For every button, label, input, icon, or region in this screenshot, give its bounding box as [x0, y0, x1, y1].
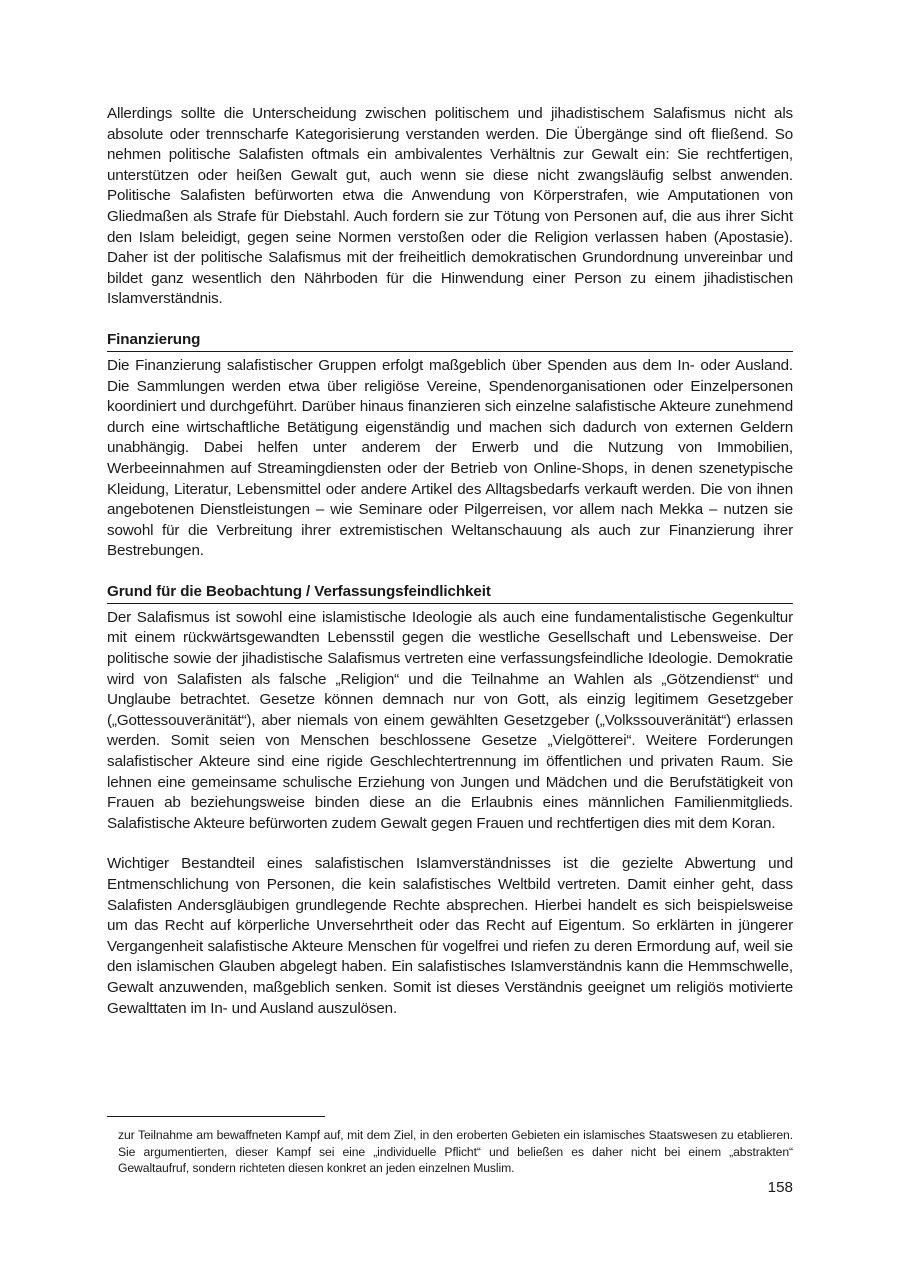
- spacer: [107, 310, 793, 330]
- observation-paragraph-1: Der Salafismus ist sowohl eine islamistische Ideologie als auch eine fundamentalistische Gegenkultur mit einem rückwärtsgewandten Lebensstil gegen die westliche Gesellschaft und Lebensweise. Der politische sowie der jihadistische Salafismus vertreten eine verfassungsfeindliche Ideologie. Demokratie wird von Salafisten als falsche „Religion“ und die Teilnahme an Wahlen als „Götzendienst“ und Unglaube betrachtet. Gesetze können demnach nur von Gott, als einzig legitimem Gesetzgeber („Gottessouveränität“), aber niemals von einem gewählten Gesetzgeber („Volkssouveränität“) erlassen werden. Somit seien von Menschen beschlossene Gesetze „Vielgötterei“. Weitere Forderungen salafistischer Akteure sind eine rigide Geschlechtertrennung im öffentlichen und privaten Raum. Sie lehnen eine gemeinsame schulische Erziehung von Jungen und Mädchen und die Berufstätigkeit von Frauen ab beziehungsweise binden diese an die Erlaubnis eines männlichen Familienmitglieds. Salafistische Akteure befürworten zudem Gewalt gegen Frauen und rechtfertigen dies mit dem Koran.: [107, 608, 793, 832]
- section-heading-observation-reason: Grund für die Beobachtung / Verfassungsfeindlichkeit: [107, 582, 793, 604]
- financing-paragraph: Die Finanzierung salafistischer Gruppen erfolgt maßgeblich über Spenden aus dem In- oder Ausland. Die Sammlungen werden etwa über religiöse Vereine, Spendenorganisationen oder Einzelpersonen koordiniert und durchgeführt. Darüber hinaus finanzieren sich einzelne salafistische Akteure zunehmend durch eine wirtschaftliche Betätigung eigenständig und machen sich dadurch von externen Geldern unabhängig. Dabei helfen unter anderem der Erwerb und die Nutzung von Immobilien, Werbeeinnahmen auf Streamingdiensten oder der Betrieb von Online-Shops, in denen szenetypische Kleidung, Literatur, Lebensmittel oder andere Artikel des Alltagsbedarfs verkauft werden. Die von ihnen angebotenen Dienstleistungen – wie Seminare oder Pilgerreisen, vor allem nach Mekka – nutzen sie sowohl für die Verbreitung ihrer extremistischen Weltanschauung als auch zur Finanzierung ihrer Bestrebungen.: [107, 356, 793, 560]
- intro-paragraph: Allerdings sollte die Unterscheidung zwischen politischem und jihadistischem Salafismus nicht als absolute oder trennscharfe Kategorisierung verstanden werden. Die Übergänge sind oft fließend. So nehmen politische Salafisten oftmals ein ambivalentes Verhältnis zur Gewalt ein: Sie rechtfertigen, unterstützen oder heißen Gewalt gut, auch wenn sie diese nicht zwangsläufig selbst anwenden. Politische Salafisten befürworten etwa die Anwendung von Körperstrafen, wie Amputationen von Gliedmaßen als Strafe für Diebstahl. Auch fordern sie zur Tötung von Personen auf, die aus ihrer Sicht den Islam beleidigt, gegen seine Normen verstoßen oder die Religion verlassen haben (Apostasie). Daher ist der politische Salafismus mit der freiheitlich demokratischen Grundordnung unvereinbar und bildet ganz wesentlich den Nährboden für die Hinwendung einer Person zu einem jihadistischen Islamverständnis.: [107, 105, 793, 308]
- footnote-text: zur Teilnahme am bewaffneten Kampf auf, mit dem Ziel, in den eroberten Gebieten ein islamisches Staatswesen zu etablieren. Sie argumentierten, dieser Kampf sei eine „individuelle Pflicht“ und beließen es daher nicht bei einem „abstrakten“ Gewaltaufruf, sondern richteten diesen konkret an jeden einzelnen Muslim.: [118, 1128, 793, 1176]
- spacer: [107, 834, 793, 854]
- footnote-separator: [107, 1116, 325, 1117]
- section-heading-financing: Finanzierung: [107, 330, 793, 352]
- page-number: 158: [767, 1179, 793, 1196]
- main-content: [107, 104, 793, 1019]
- spacer: [107, 562, 793, 582]
- observation-paragraph-2: Wichtiger Bestandteil eines salafistischen Islamverständnisses ist die gezielte Abwertung und Entmenschlichung von Personen, die kein salafistisches Weltbild vertreten. Damit einher geht, dass Salafisten Andersgläubigen grundlegende Rechte absprechen. Hierbei handelt es sich beispielsweise um das Recht auf körperliche Unversehrtheit oder das Recht auf Eigentum. So erklärten in jüngerer Vergangenheit salafistische Akteure Menschen für vogelfrei und riefen zu deren Ermordung auf, weil sie den islamischen Glauben abgelegt haben. Ein salafistisches Islamverständnis kann die Hemmschwelle, Gewalt anzuwenden, maßgeblich senken. Somit ist dieses Verständnis geeignet um religiös motivierte Gewalttaten im In- und Ausland auszulösen.: [107, 855, 793, 1017]
